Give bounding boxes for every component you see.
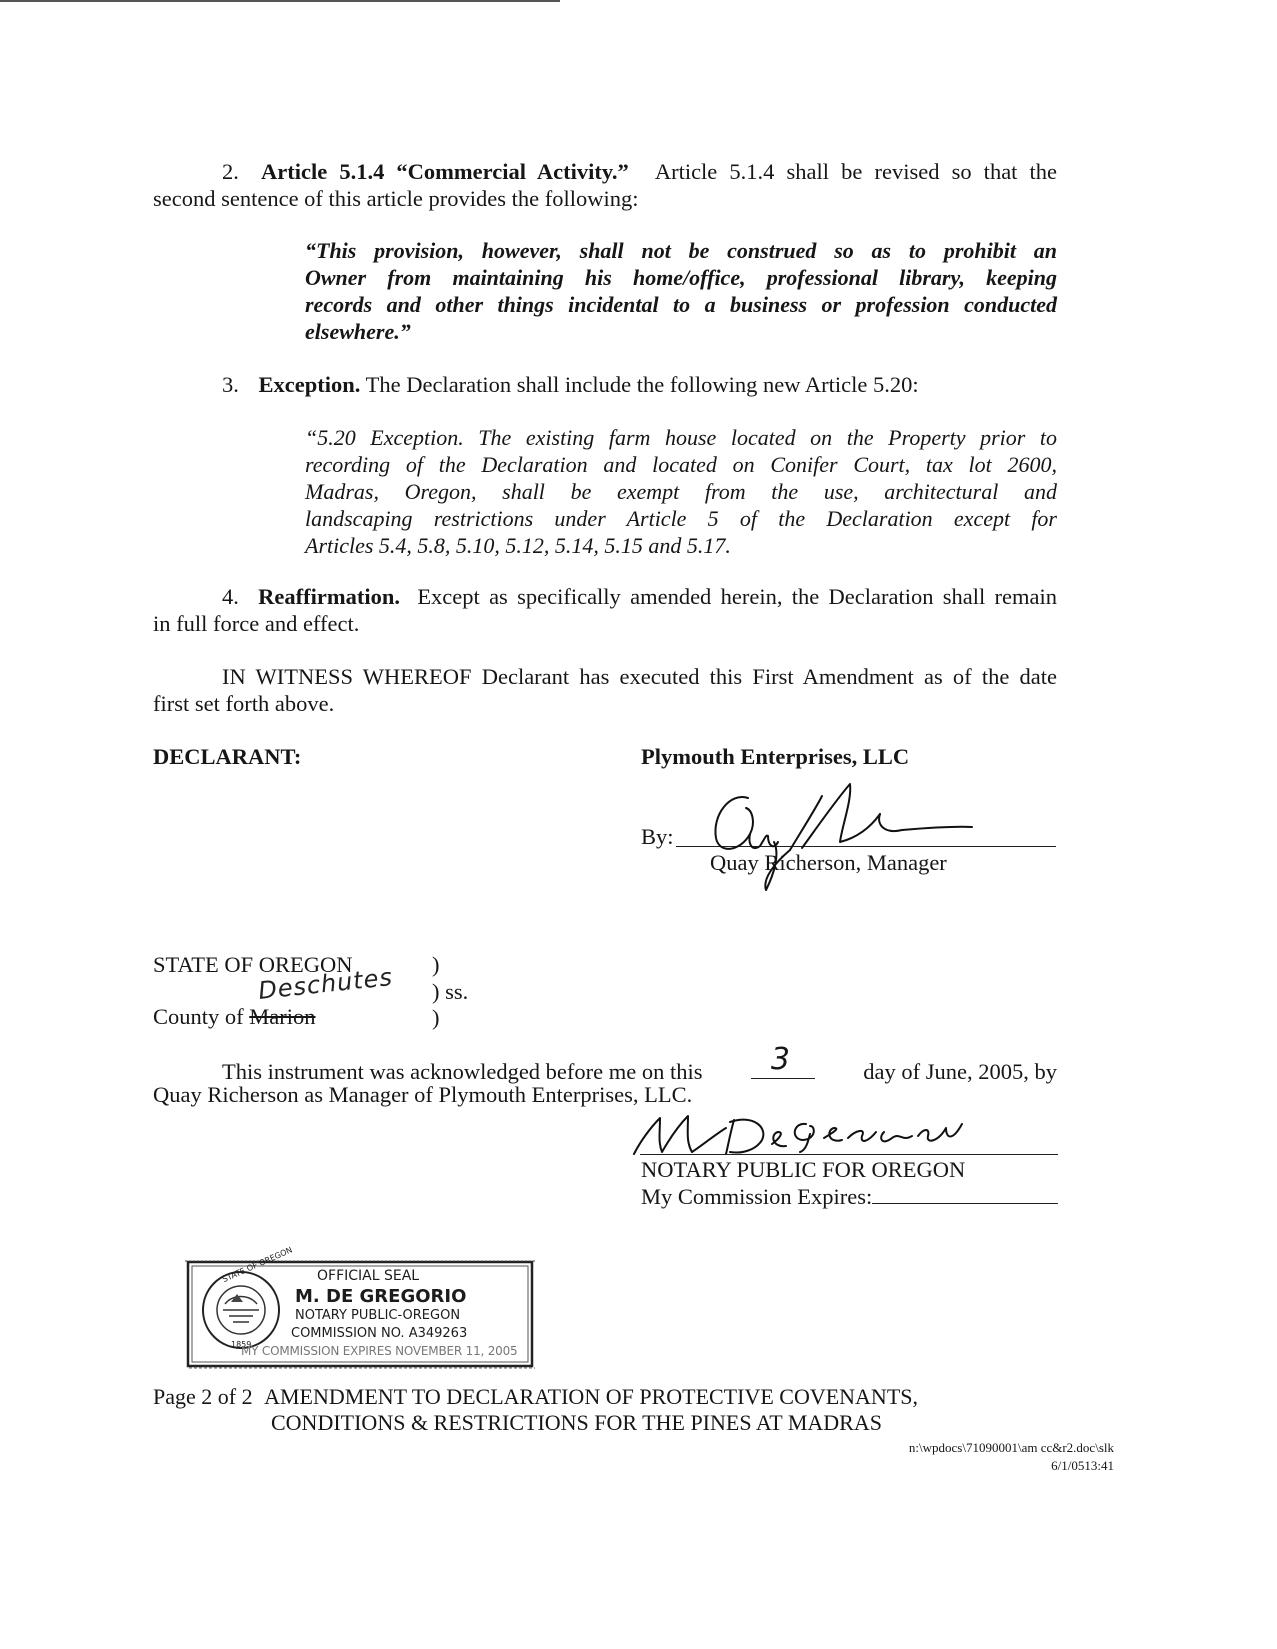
section-4-first-line	[222, 583, 1057, 610]
section-2-continuation: second sentence of this article provides the following:	[153, 186, 639, 211]
ack-text-before: This instrument was acknowledged before me on this	[222, 1059, 703, 1084]
venue-state: STATE OF OREGON	[153, 952, 353, 977]
section-3-title: Exception.	[258, 372, 361, 397]
witness-line-2: first set forth above.	[153, 691, 335, 716]
seal-line-expires: MY COMMISSION EXPIRES NOVEMBER 11, 2005	[241, 1344, 518, 1358]
notary-signature	[630, 1108, 990, 1158]
footer-page: Page 2 of 2	[153, 1384, 253, 1409]
manager-signature	[690, 770, 990, 900]
section-2-quote-line: Owner from maintaining his home/office, professional library, keeping	[305, 265, 1057, 290]
county-handwritten: Deschutes	[256, 963, 395, 1005]
venue-paren-1: )	[432, 952, 440, 977]
section-2-title: Article 5.1.4 “Commercial Activity.”	[261, 159, 629, 184]
seal-line-name: M. DE GREGORIO	[295, 1286, 467, 1307]
commission-label: My Commission Expires:	[641, 1184, 873, 1209]
footer-line-1	[153, 1384, 918, 1410]
official-seal-stamp	[185, 1245, 537, 1372]
county-struck: Marion	[249, 1004, 316, 1029]
scan-top-edge	[0, 0, 560, 2]
section-2-first-line	[222, 158, 1057, 185]
notary-signature-line	[640, 1154, 1058, 1155]
section-3-quote-line: Madras, Oregon, shall be exempt from the use, architectural and	[305, 479, 1057, 504]
declarant-label: DECLARANT:	[153, 744, 302, 769]
venue-paren-3: )	[432, 1005, 440, 1030]
section-3-line	[222, 371, 919, 398]
seal-ring-year: 1859	[231, 1340, 252, 1349]
section-3-quote-line: landscaping restrictions under Article 5 of the Declaration except for	[305, 506, 1057, 531]
ack-day-field	[751, 1042, 815, 1079]
ack-line-2: Quay Richerson as Manager of Plymouth Enterprises, LLC.	[153, 1082, 693, 1107]
section-2-quote-line: elsewhere.”	[305, 319, 411, 344]
ack-day-handwritten: 3	[770, 1042, 790, 1077]
section-2-quote-line: records and other things incidental to a business or profession conducted	[305, 292, 1057, 317]
section-4-title: Reaffirmation.	[258, 584, 401, 609]
section-3-quote-line: Articles 5.4, 5.8, 5.10, 5.12, 5.14, 5.15 and 5.17.	[305, 533, 731, 558]
seal-line-official: OFFICIAL SEAL	[317, 1268, 420, 1284]
commission-blank	[872, 1183, 1058, 1204]
commission-expires	[641, 1183, 1058, 1210]
seal-line-notary: NOTARY PUBLIC-OREGON	[295, 1308, 461, 1323]
section-3-number: 3.	[222, 372, 239, 397]
document-timestamp: 6/1/0513:41	[1051, 1458, 1114, 1473]
section-2-number: 2.	[222, 159, 239, 184]
section-4-number: 4.	[222, 584, 239, 609]
footer-title-2: CONDITIONS & RESTRICTIONS FOR THE PINES AT MADRAS	[271, 1410, 882, 1435]
ack-text-after: day of June, 2005, by	[863, 1059, 1057, 1084]
section-3-quote-line: “5.20 Exception. The existing farm house located on the Property prior to	[305, 425, 1057, 450]
section-4-text: Except as specifically amended herein, the Declaration shall remain	[417, 584, 1058, 609]
section-2-quote-line: “This provision, however, shall not be construed so as to prohibit an	[305, 238, 1057, 263]
seal-ring-text: STATE OF OREGON	[221, 1245, 294, 1285]
section-3-quote-line: recording of the Declaration and located on Conifer Court, tax lot 2600,	[305, 452, 1057, 477]
document-path: n:\wpdocs\71090001\am cc&r2.doc\slk	[908, 1440, 1114, 1455]
witness-line-1: IN WITNESS WHEREOF Declarant has executed this First Amendment as of the date	[222, 664, 1057, 689]
county-label: County of	[153, 1004, 244, 1029]
company-name: Plymouth Enterprises, LLC	[641, 744, 910, 769]
seal-line-commission: COMMISSION NO. A349263	[291, 1326, 468, 1341]
venue-ss: ) ss.	[432, 979, 469, 1004]
by-label: By:	[641, 824, 674, 849]
notary-title: NOTARY PUBLIC FOR OREGON	[641, 1157, 966, 1182]
section-4-continuation: in full force and effect.	[153, 611, 360, 636]
venue-county	[153, 1003, 316, 1030]
section-2-text: Article 5.1.4 shall be revised so that the	[654, 159, 1058, 184]
signer-name: Quay Richerson, Manager	[710, 850, 947, 875]
footer-title-1: AMENDMENT TO DECLARATION OF PROTECTIVE COVENANTS,	[264, 1384, 918, 1409]
section-3-text: The Declaration shall include the following new Article 5.20:	[365, 372, 919, 397]
